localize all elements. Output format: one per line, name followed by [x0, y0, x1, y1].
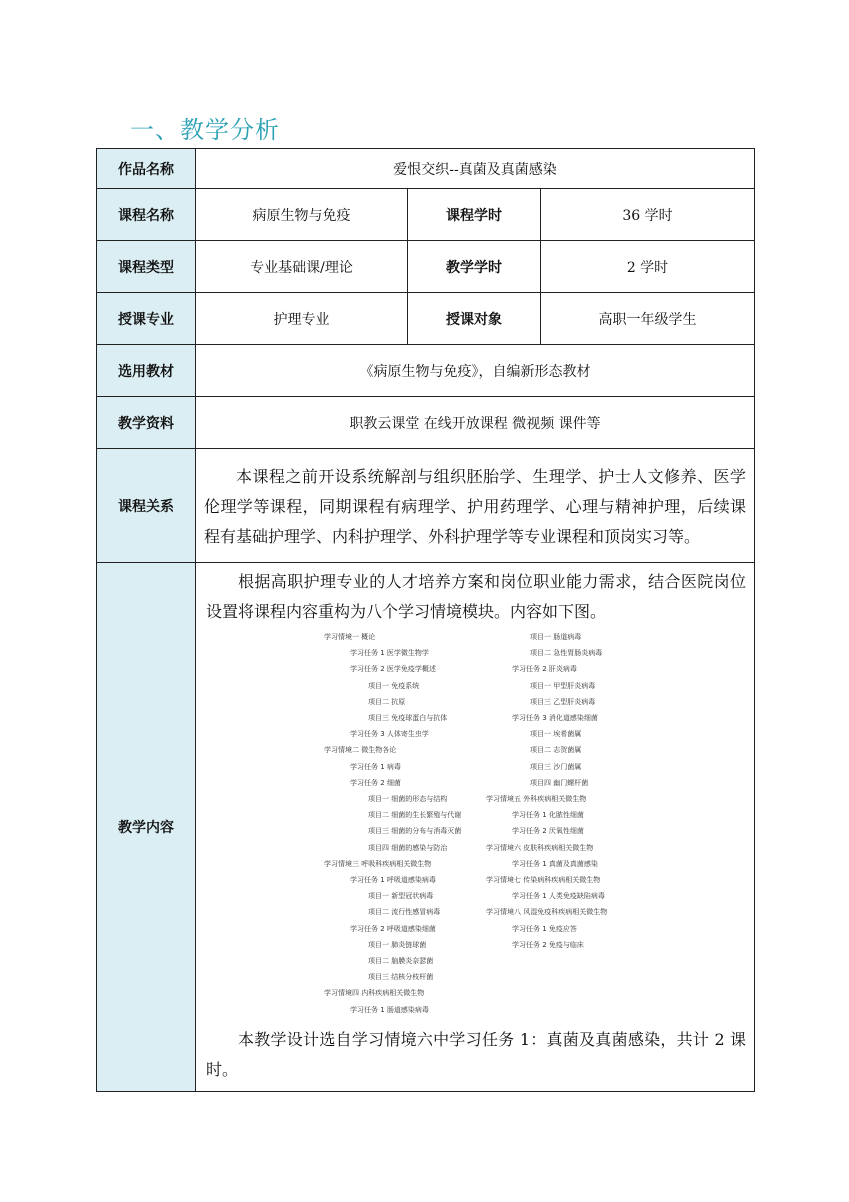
outline-line: 项目三 细菌的分布与消毒灭菌 [368, 827, 462, 836]
course-name-value: 病原生物与免疫 [196, 189, 408, 241]
resources-label: 教学资料 [97, 397, 196, 449]
outline-line: 项目一 肺炎链球菌 [368, 940, 427, 949]
outline-line: 学习情境一 概论 [324, 633, 376, 641]
relation-cell [196, 449, 755, 563]
outline-line: 项目一 肠道病毒 [530, 633, 582, 641]
content-intro: 根据高职护理专业的人才培养方案和岗位职业能力需求，结合医院岗位设置将课程内容重构为八个学习情境模块。内容如下图。 [206, 572, 747, 621]
outline-line: 项目三 沙门菌属 [530, 762, 582, 771]
outline-line: 项目一 新型冠状病毒 [368, 892, 434, 901]
course-type-label: 课程类型 [97, 241, 196, 293]
audience-label: 授课对象 [408, 293, 541, 345]
outline-line: 学习任务 2 医学免疫学概述 [350, 665, 436, 674]
teaching-hours-label: 教学学时 [408, 241, 541, 293]
row-course-name [97, 189, 755, 241]
outline-line: 学习任务 2 厌氧性细菌 [512, 827, 584, 836]
outline-line: 学习情境五 外科疾病相关微生物 [486, 795, 587, 803]
outline-line: 学习任务 1 肠道感染病毒 [350, 1005, 429, 1014]
outline-line: 项目一 甲型肝炎病毒 [530, 681, 596, 690]
outline-line: 项目三 乙型肝炎病毒 [530, 697, 596, 706]
outline-line: 学习情境八 风湿免疫科疾病相关微生物 [486, 908, 608, 917]
outline-line: 学习任务 1 人类免疫缺陷病毒 [512, 892, 605, 901]
outline-line: 学习任务 1 呼吸道感染病毒 [350, 876, 436, 884]
outline-line: 学习任务 3 消化道感染细菌 [512, 714, 598, 722]
outline-line: 学习情境七 传染病科疾病相关微生物 [486, 876, 601, 884]
major-label: 授课专业 [97, 293, 196, 345]
outline-line: 学习任务 2 肝炎病毒 [512, 665, 577, 674]
audience-value: 高职一年级学生 [541, 293, 755, 345]
course-type-value: 专业基础课/理论 [196, 241, 408, 293]
row-course-type [97, 241, 755, 293]
work-name-value: 爱恨交织--真菌及真菌感染 [196, 149, 755, 189]
course-name-label: 课程名称 [97, 189, 196, 241]
outline-line: 项目一 细菌的形态与结构 [368, 795, 448, 803]
textbook-label: 选用教材 [97, 345, 196, 397]
outline-line: 学习任务 1 免疫应答 [512, 924, 577, 933]
row-major [97, 293, 755, 345]
relation-text: 本课程之前开设系统解剖与组织胚胎学、生理学、护士人文修养、医学伦理学等课程，同期课程有病理学、护用药理学、心理与精神护理，后续课程有基础护理学、内科护理学、外科护理学等专业课程和顶岗实习等。 [204, 466, 747, 546]
outline-line: 学习任务 3 人体寄生虫学 [350, 730, 429, 739]
outline-line: 学习任务 1 医学微生物学 [350, 649, 429, 658]
outline-line: 学习情境二 微生物各论 [324, 746, 397, 755]
section-title: 一、教学分析 [130, 116, 280, 144]
outline-line: 学习任务 1 化脓性细菌 [512, 811, 584, 820]
course-outline-figure [204, 633, 748, 1021]
row-textbook [97, 345, 755, 397]
outline-line: 项目四 幽门螺杆菌 [530, 778, 589, 787]
teaching-hours-value: 2 学时 [541, 241, 755, 293]
outline-line: 项目二 细菌的生长繁殖与代谢 [368, 811, 462, 820]
course-hours-value: 36 学时 [541, 189, 755, 241]
outline-line: 项目二 流行性感冒病毒 [368, 908, 441, 917]
teaching-analysis-table [96, 148, 755, 1092]
outline-line: 学习任务 2 免疫与临床 [512, 940, 584, 949]
textbook-value: 《病原生物与免疫》，自编新形态教材 [196, 345, 755, 397]
outline-line: 学习情境四 内科疾病相关微生物 [324, 989, 425, 998]
row-relation [97, 449, 755, 563]
outline-line: 项目三 免疫球蛋白与抗体 [368, 714, 448, 722]
outline-line: 项目一 免疫系统 [368, 681, 420, 690]
outline-line: 项目一 埃希菌属 [530, 730, 582, 739]
course-hours-label: 课程学时 [408, 189, 541, 241]
outline-line: 学习任务 2 呼吸道感染细菌 [350, 924, 436, 933]
outline-line: 项目二 抗原 [368, 697, 406, 706]
work-name-label: 作品名称 [97, 149, 196, 189]
outline-line: 项目四 细菌的感染与防治 [368, 843, 448, 852]
outline-line: 项目二 急性胃肠炎病毒 [530, 649, 603, 658]
row-content [97, 563, 755, 1092]
outline-line: 学习任务 1 病毒 [350, 762, 401, 771]
content-label: 教学内容 [97, 563, 196, 1092]
content-cell [196, 563, 755, 1092]
outline-line: 项目三 结核分枝杆菌 [368, 973, 434, 982]
outline-line: 学习情境六 皮肤科疾病相关微生物 [486, 843, 594, 852]
relation-label: 课程关系 [97, 449, 196, 563]
row-resources [97, 397, 755, 449]
outline-line: 学习任务 2 细菌 [350, 778, 401, 787]
outline-line: 项目二 志贺菌属 [530, 746, 582, 755]
content-closing: 本教学设计选自学习情境六中学习任务 1：真菌及真菌感染，共计 2 课时。 [206, 1030, 747, 1079]
resources-value: 职教云课堂 在线开放课程 微视频 课件等 [196, 397, 755, 449]
outline-line: 学习任务 1 真菌及真菌感染 [512, 859, 598, 868]
row-work-name [97, 149, 755, 189]
major-value: 护理专业 [196, 293, 408, 345]
outline-line: 学习情境三 呼吸科疾病相关微生物 [324, 859, 432, 868]
outline-line: 项目二 脑膜炎奈瑟菌 [368, 957, 434, 965]
